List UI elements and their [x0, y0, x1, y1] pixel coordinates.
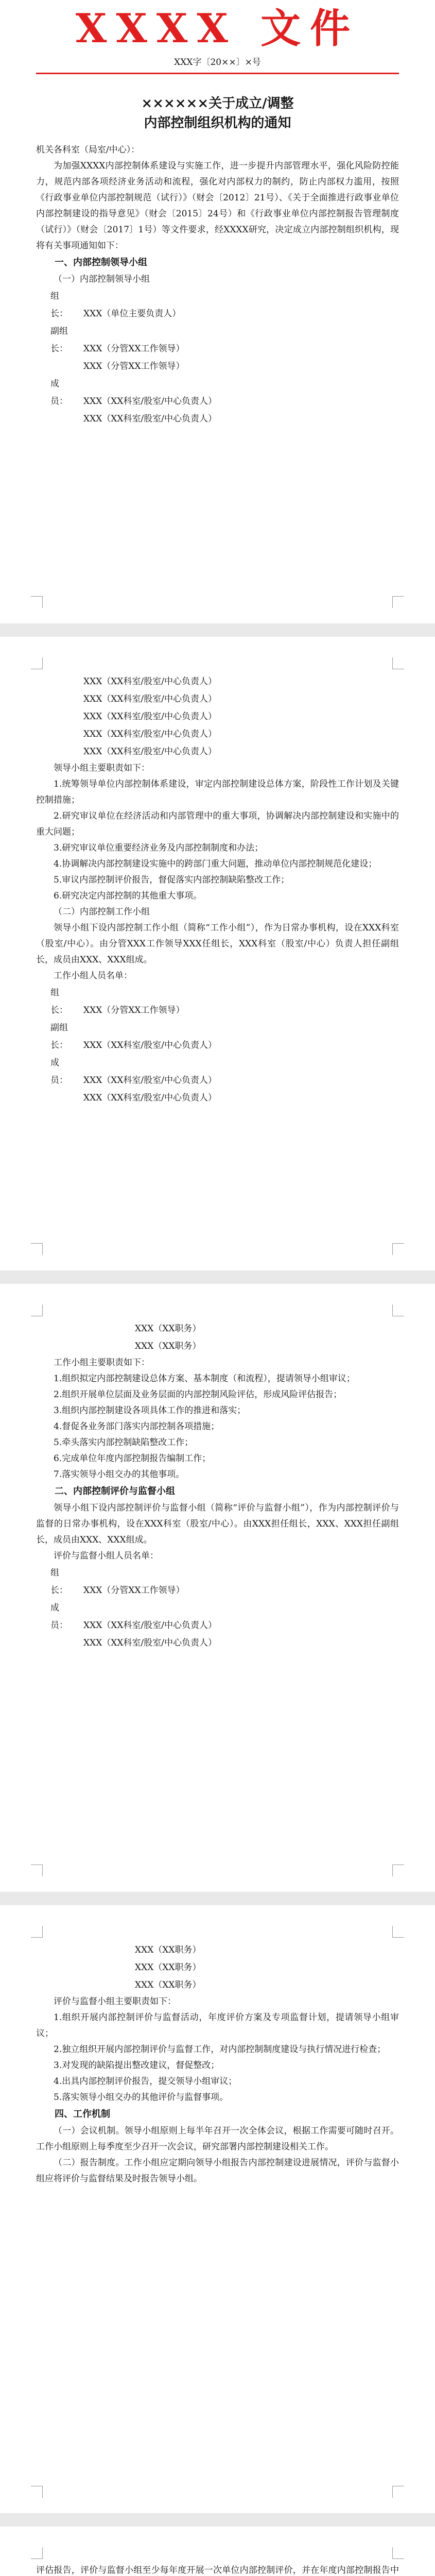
member-row: XXX（XX职务）: [135, 1962, 201, 1973]
crop-mark: [31, 2486, 43, 2498]
member-row: 成 员： XXX（XX科室/股室/中心负责人）: [50, 1058, 217, 1086]
duty-item: 6.研究决定内部控制的其他重大事项。: [54, 891, 202, 901]
page-separator: [0, 1892, 435, 1905]
duty-item: 3.研究审议单位重要经济业务及内部控制制度和办法；: [54, 843, 264, 853]
page-1: [0, 0, 435, 623]
document-title-line-1: ××××××关于成立/调整: [141, 96, 294, 111]
member-row: 成 员： XXX（XX科室/股室/中心负责人）: [50, 1603, 217, 1631]
section-heading-2: 二、内部控制评价与监督小组: [55, 1486, 175, 1497]
duty-title: 领导小组主要职责如下：: [54, 763, 150, 773]
duty-title: 工作小组主要职责如下：: [54, 1358, 150, 1368]
page-separator: [0, 2513, 435, 2527]
salutation: 机关各科室（局室/中心）：: [36, 145, 140, 155]
crop-mark: [31, 2547, 43, 2559]
section-heading-1: 一、内部控制领导小组: [55, 257, 147, 268]
crop-mark: [31, 1926, 43, 1938]
member-row: XXX（XX科室/股室/中心负责人）: [83, 711, 217, 722]
member-row: XXX（XX科室/股室/中心负责人）: [83, 414, 217, 424]
crop-mark: [392, 2547, 404, 2559]
duty-item: 2.研究审议单位在经济活动和内部管理中的重大事项，协调解决内部控制建设和实施中的重大问题；: [36, 811, 399, 837]
page-5: [0, 2527, 435, 2576]
member-row: 副组长： XXX（分管XX工作领导）: [50, 326, 185, 354]
member-row: XXX（分管XX工作领导）: [83, 361, 185, 371]
section-heading-4: 四、工作机制: [55, 2109, 110, 2120]
duty-item: 7.落实领导小组交办的其他事项。: [54, 1469, 185, 1480]
duty-item: 3.对发现的缺陷提出整改建议，督促整改；: [54, 2060, 220, 2071]
duty-item: 1.统筹领导单位内部控制体系建设，审定内部控制建设总体方案，阶段性工作计划及关键控制措施；: [36, 779, 399, 805]
work-group-paragraph: 领导小组下设内部控制工作小组（简称“工作小组”），作为日常办事机构，设在XXX科室（股室/中心）。由分管XXX工作领导XXX任组长，XXX科室（股室/中心）负责人担任副组长，成员由XXX、XXX组成。: [36, 923, 399, 965]
member-row: XXX（XX职务）: [135, 1980, 201, 1990]
crop-mark: [392, 1304, 404, 1316]
duty-item: 2.组织开展单位层面及业务层面的内部控制风险评估，形成风险评估报告；: [54, 1389, 342, 1400]
work-group-list-title: 工作小组人员名单：: [54, 971, 132, 981]
crop-mark: [392, 2486, 404, 2498]
member-row: XXX（XX科室/股室/中心负责人）: [83, 694, 217, 704]
crop-mark: [31, 1865, 43, 1876]
page-2: [0, 637, 435, 1270]
member-row: XXX（XX科室/股室/中心负责人）: [83, 729, 217, 739]
page-separator: [0, 623, 435, 637]
member-row: 组 长： XXX（分管XX工作领导）: [50, 1568, 185, 1596]
page-4: [0, 1905, 435, 2513]
duty-item: 5.落实领导小组交办的其他评价与监督事项。: [54, 2092, 229, 2103]
crop-mark: [31, 596, 43, 608]
duty-item: 4.出具内部控制评价报告，提交领导小组审议；: [54, 2076, 237, 2087]
evaluation-group-list-title: 评价与监督小组人员名单：: [54, 1551, 159, 1561]
page-3: [0, 1284, 435, 1892]
duty-item: 4.协调解决内部控制建设实施中的跨部门重大问题，推动单位内部控制规范化建设；: [54, 859, 377, 869]
duty-item: 1.组织开展内部控制评价与监督活动，年度评价方案及专项监督计划，提请领导小组审议；: [36, 2012, 399, 2039]
member-row: 组 长： XXX（单位主要负责人）: [50, 291, 181, 319]
mechanism-item: （一）会议机制。领导小组原则上每半年召开一次全体会议，根据工作需要可随时召开。工作小组原则上每季度至少召开一次会议，研究部署内部控制建设相关工作。: [36, 2126, 399, 2152]
intro-paragraph: 为加强XXXX内部控制体系建设与实施工作，进一步提升内部管理水平，强化风险防控能力，规范内部各项经济业务活动和流程，强化对内部权力的制约，防止内部权力滥用，按照《行政事业单位内部控制规范（试行）》（财会〔2012〕21号）、《关于全面推进行政事业单位内部控制建设的指导意见》（财会〔2015〕24号）和《行政事业单位内部控制报告管理制度（试行）》（财会〔2017〕1号）等文件要求，经XXXX研究，决定成立内部控制组织机构，现将有关事项通知如下：: [36, 161, 399, 251]
subsection-heading-1-2: （二）内部控制工作小组: [54, 907, 150, 917]
document-title-line-2: 内部控制组织机构的通知: [144, 115, 291, 131]
mechanism-item: （二）报告制度。工作小组应定期向领导小组报告内部控制建设进展情况，评价与监督小组应将评价与监督结果及时报告领导小组。: [36, 2158, 399, 2184]
crop-mark: [392, 1926, 404, 1938]
member-row: XXX（XX科室/股室/中心负责人）: [83, 747, 217, 757]
duty-item: 5.审议内部控制评价报告，督促落实内部控制缺陷整改工作；: [54, 875, 290, 885]
crop-mark: [392, 657, 404, 669]
duty-title: 评价与监督小组主要职责如下：: [54, 1996, 176, 2007]
member-row: 成 员： XXX（XX科室/股室/中心负责人）: [50, 379, 217, 406]
member-row: XXX（XX科室/股室/中心负责人）: [83, 1093, 217, 1103]
duty-item: 5.牵头落实内部控制缺陷整改工作；: [54, 1437, 194, 1448]
crop-mark: [392, 1865, 404, 1876]
member-row: XXX（XX科室/股室/中心负责人）: [83, 1638, 217, 1648]
duty-item: 2.独立组织开展内部控制评价与监督工作，对内部控制制度建设与执行情况进行检查；: [54, 2044, 386, 2055]
document-number: XXX字〔20××〕×号: [174, 57, 261, 67]
crop-mark: [392, 596, 404, 608]
crop-mark: [392, 1243, 404, 1255]
member-row: 副组长： XXX（XX科室/股室/中心负责人）: [50, 1023, 217, 1050]
page-separator: [0, 1270, 435, 1284]
member-row: XXX（XX职务）: [135, 1945, 201, 1955]
duty-item: 1.组织拟定内部控制建设总体方案、基本制度（和流程），提请领导小组审议；: [54, 1374, 355, 1384]
member-row: XXX（XX职务）: [135, 1324, 201, 1334]
member-row: 组 长： XXX（分管XX工作领导）: [50, 988, 185, 1015]
crop-mark: [31, 1304, 43, 1316]
crop-mark: [31, 1243, 43, 1255]
member-row: XXX（XX职务）: [135, 1341, 201, 1351]
document-header-title: XXXX 文件: [75, 5, 360, 52]
leader-group-member-list: [36, 287, 399, 428]
duty-item: 3.组织内部控制建设各项具体工作的推进和落实；: [54, 1405, 246, 1416]
evaluation-group-paragraph: 领导小组下设内部控制评价与监督小组（简称“评价与监督小组”），作为内部控制评价与监督的日常办事机构，设在XXX科室（股室/中心）。由XXX担任组长，XXX、XXX担任副组长，成员由XXX、XXX组成。: [36, 1503, 399, 1545]
continued-paragraph: 评估报告，评价与监督小组至少每年度开展一次单位内部控制评价，并在年度内部控制报告中: [36, 2565, 399, 2575]
red-separator-rule: [36, 73, 399, 74]
member-row: XXX（XX科室/股室/中心负责人）: [83, 676, 217, 687]
duty-item: 6.完成单位年度内部控制报告编制工作；: [54, 1453, 211, 1464]
crop-mark: [31, 657, 43, 669]
subsection-heading-1-1: （一）内部控制领导小组: [54, 274, 150, 284]
duty-item: 4.督促各业务部门落实内部控制各项措施；: [54, 1421, 220, 1432]
